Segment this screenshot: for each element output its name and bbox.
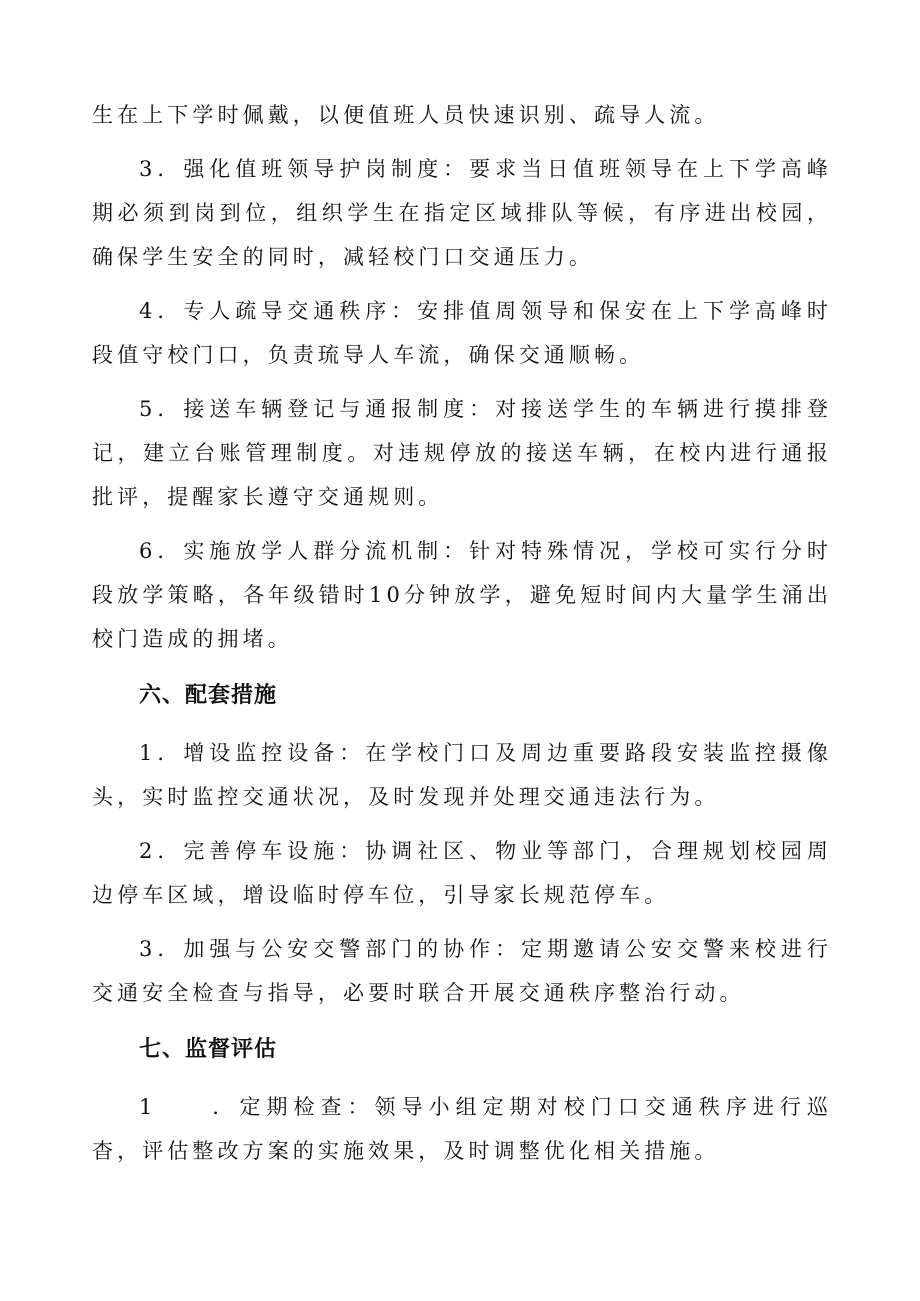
paragraph-evaluation-1: 1 ．定期检查：领导小组定期对校门口交通秩序进行巡杳，评估整改方案的实施效果，及时调整优化相关措施。 <box>92 1095 832 1163</box>
paragraph-measure-3: 3．加强与公安交警部门的协作：定期邀请公安交警来校进行交通安全检查与指导，必要时联合开展交通秩序整治行动。 <box>92 937 832 1005</box>
section-heading-6: 六、配套措施 <box>139 683 278 708</box>
paragraph-item-4: 4．专人疏导交通秩序：安排值周领导和保安在上下学高峰时段值守校门口，负责琉导人车流，确保交通顺畅。 <box>92 299 832 367</box>
paragraph-measure-2: 2．完善停车设施：协调社区、物业等部门，合理规划校园周边停车区域，增设临时停车位，引导家长规范停车。 <box>92 839 832 907</box>
paragraph-item-6: 6．实施放学人群分流机制：针对特殊情况，学校可实行分时段放学策略，各年级错时10分钟放学，避免短时间内大量学生涌出校门造成的拥堵。 <box>92 539 832 651</box>
paragraph-measure-1: 1．增设监控设备：在学校门口及周边重要路段安装监控摄像头，实时监控交通状况，及时发现并处理交通违法行为。 <box>92 741 832 809</box>
paragraph-item-3: 3．强化值班领导护岗制度：要求当日值班领导在上下学高峰期必须到岗到位，组织学生在指定区域排队等候，有序进出校园，确保学生安全的同时，减轻校门口交通压力。 <box>92 157 832 269</box>
section-heading-7: 七、监督评估 <box>139 1037 278 1062</box>
paragraph-item-5: 5．接送车辆登记与通报制度：对接送学生的车辆进行摸排登记，建立台账管理制度。对违规停放的接送车辆，在校内进行通报批评，提醒家长遵守交通规则。 <box>92 397 832 509</box>
paragraph-continuation: 生在上下学时佩戴，以便值班人员快速识别、疏导人流。 <box>92 103 720 127</box>
